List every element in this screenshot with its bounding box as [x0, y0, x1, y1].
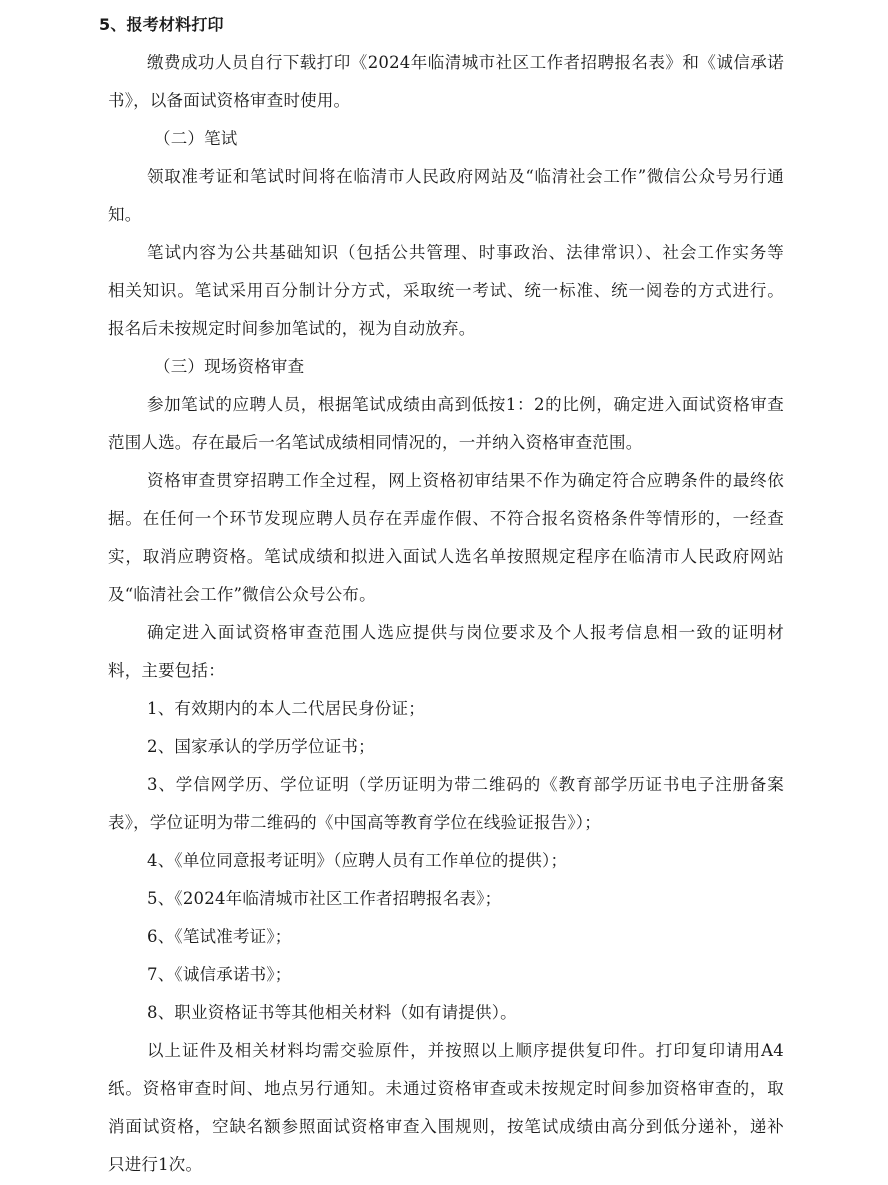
paragraph-review-scope [108, 386, 784, 462]
paragraph-line: 领取准考证和笔试时间将在临清市人民政府网站及“临清社会工作”微信公众号另行通 [147, 167, 784, 186]
paragraph-exam-content [108, 234, 784, 348]
paragraph-review-process [108, 462, 784, 614]
paragraph-required-documents [108, 614, 784, 690]
paragraph-line: 以上证件及相关材料均需交验原件，并按照以上顺序提供复印件。打印复印请用A4 [147, 1041, 784, 1060]
paragraph-line: 资格审查贯穿招聘工作全过程，网上资格初审结果不作为确定符合应聘条件的最终依 [147, 471, 784, 490]
list-item: 1、有效期内的本人二代居民身份证； [147, 699, 425, 718]
paragraph-line: 缴费成功人员自行下载打印《2024年临清城市社区工作者招聘报名表》和《诚信承诺 [147, 53, 784, 72]
section-title-written-exam: （二）笔试 [154, 129, 238, 148]
list-item: 3、学信网学历、学位证明（学历证明为带二维码的《教育部学历证书电子注册备案 [147, 775, 784, 794]
section-title-materials-print: 5、报考材料打印 [99, 15, 224, 34]
paragraph-line: 相关知识。笔试采用百分制计分方式，采取统一考试、统一标准、统一阅卷的方式进行。 [108, 281, 784, 300]
paragraph-originals-copies [108, 1032, 784, 1184]
paragraph-line: 及“临清社会工作”微信公众号公布。 [108, 585, 376, 604]
paragraph-line: 消面试资格，空缺名额参照面试资格审查入围规则，按笔试成绩由高分到低分递补，递补 [108, 1117, 784, 1136]
list-item: 8、职业资格证书等其他相关材料（如有请提供）。 [147, 1003, 517, 1022]
list-item: 5、《2024年临清城市社区工作者招聘报名表》； [147, 889, 502, 908]
paragraph-line: 笔试内容为公共基础知识（包括公共管理、时事政治、法律常识）、社会工作实务等 [147, 243, 784, 262]
section-title-onsite-review: （三）现场资格审查 [154, 357, 305, 376]
list-item: 6、《笔试准考证》； [147, 927, 292, 946]
paragraph-line: 料，主要包括： [108, 661, 225, 680]
paragraph-line: 纸。资格审查时间、地点另行通知。未通过资格审查或未按规定时间参加资格审查的，取 [108, 1079, 784, 1098]
paragraph-line: 确定进入面试资格审查范围人选应提供与岗位要求及个人报考信息相一致的证明材 [147, 623, 784, 642]
document-body [99, 6, 784, 1184]
document-list [108, 690, 784, 1032]
paragraph-download-print [108, 44, 784, 120]
paragraph-line: 参加笔试的应聘人员，根据笔试成绩由高到低按1：2的比例，确定进入面试资格审查 [147, 395, 784, 414]
paragraph-line: 实，取消应聘资格。笔试成绩和拟进入面试人选名单按照规定程序在临清市人民政府网站 [108, 547, 784, 566]
paragraph-line: 书》，以备面试资格审查时使用。 [108, 91, 351, 110]
list-item: 2、国家承认的学历学位证书； [147, 737, 375, 756]
list-item-continuation: 表》，学位证明为带二维码的《中国高等教育学位在线验证报告》）； [108, 813, 601, 832]
paragraph-line: 只进行1次。 [108, 1155, 203, 1174]
list-item: 7、《诚信承诺书》； [147, 965, 292, 984]
paragraph-line: 范围人选。存在最后一名笔试成绩相同情况的，一并纳入资格审查范围。 [108, 433, 643, 452]
paragraph-line: 知。 [108, 205, 142, 224]
list-item: 4、《单位同意报考证明》（应聘人员有工作单位的提供）； [147, 851, 568, 870]
paragraph-line: 报名后未按规定时间参加笔试的，视为自动放弃。 [108, 319, 476, 338]
paragraph-line: 据。在任何一个环节发现应聘人员存在弄虚作假、不符合报名资格条件等情形的，一经查 [108, 509, 784, 528]
paragraph-admission-ticket [108, 158, 784, 234]
